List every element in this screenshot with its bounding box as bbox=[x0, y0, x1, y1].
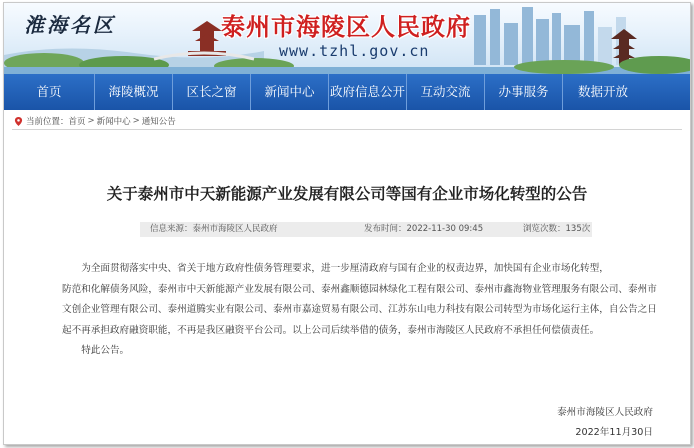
article-meta-bar bbox=[140, 222, 592, 237]
site-title[interactable]: 泰州市海陵区人民政府 bbox=[221, 13, 471, 41]
article-source: 信息来源：泰州市海陵区人民政府 bbox=[150, 224, 278, 234]
nav-item-interaction[interactable]: 互动交流 bbox=[407, 74, 485, 110]
nav-item-disclosure[interactable]: 政府信息公开 bbox=[329, 74, 407, 110]
breadcrumb-home-link[interactable]: 首页 bbox=[68, 117, 86, 127]
breadcrumb-prefix: 当前位置： bbox=[26, 117, 69, 127]
article-paragraph: 为全面贯彻落实中央、省关于地方政府性债务管理要求，进一步厘清政府与国有企业的权责边界，加快国有企业市场化转型， bbox=[81, 263, 609, 274]
article-view-count: 浏览次数：135次 bbox=[523, 224, 591, 234]
site-url: www.tzhl.gov.cn bbox=[279, 42, 430, 60]
breadcrumb-separator: > bbox=[132, 116, 140, 126]
nav-item-data[interactable]: 数据开放 bbox=[577, 84, 628, 99]
article-closing: 特此公告。 bbox=[81, 345, 130, 356]
main-nav bbox=[4, 74, 690, 110]
article-date: 2022年11月30日 bbox=[575, 427, 653, 438]
nav-item-news[interactable]: 新闻中心 bbox=[251, 74, 329, 110]
breadcrumb-news-link[interactable]: 新闻中心 bbox=[96, 117, 131, 127]
nav-item-service[interactable]: 办事服务 bbox=[485, 74, 563, 110]
site-banner bbox=[4, 3, 690, 74]
breadcrumb bbox=[14, 115, 176, 127]
breadcrumb-divider bbox=[12, 129, 682, 130]
nav-item-home[interactable]: 首页 bbox=[4, 74, 95, 110]
breadcrumb-separator: > bbox=[87, 116, 95, 126]
nav-item-overview[interactable]: 海陵概况 bbox=[95, 74, 173, 110]
site-motto: 淮海名区 bbox=[24, 13, 116, 37]
article-signature: 泰州市海陵区人民政府 bbox=[557, 407, 653, 418]
page-frame bbox=[3, 2, 691, 445]
location-pin-icon bbox=[14, 117, 23, 126]
breadcrumb-notices-link[interactable]: 通知公告 bbox=[141, 117, 176, 127]
article-publish-time: 发布时间：2022-11-30 09:45 bbox=[364, 224, 484, 234]
article-body bbox=[62, 259, 662, 362]
article-paragraph: 防范和化解债务风险，泰州市中天新能源产业发展有限公司、泰州鑫顺德园林绿化工程有限公司、泰州市鑫海物业管理服务有限公司、泰州市文创企业管理有限公司、泰州道腾实业有限公司、泰州市嘉途贸易有限公司、江苏东山电力科技有限公司转型为市场化运行主体，自公告之日起不再承担政府融资职能，不再是我区融资平台公司。以上公司后续举借的债务，泰州市海陵区人民政府不承担任何偿债责任。 bbox=[62, 283, 657, 336]
nav-item-mayor[interactable]: 区长之窗 bbox=[173, 74, 251, 110]
article-title: 关于泰州市中天新能源产业发展有限公司等国有企业市场化转型的公告 bbox=[106, 185, 588, 203]
